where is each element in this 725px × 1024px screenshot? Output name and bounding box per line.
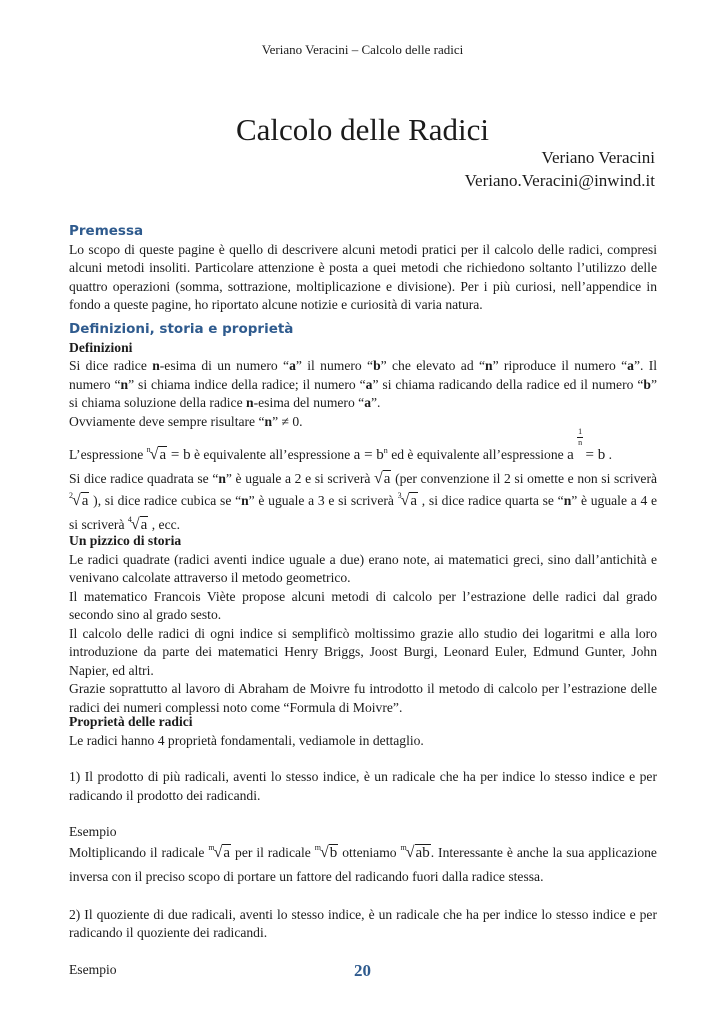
radical-sign: √ [149,446,159,463]
mth-root-b [315,842,339,866]
premessa-text: Lo scopo di queste pagine è quello di descrivere alcuni metodi pratici per il calcolo delle radici, compresi alcuni metodi insoliti. Particolare attenzione è posta a quei metodi che richiedono soltanto l’utilizzo delle quattro operazioni (somma, sottrazione, moltiplicazione e divisione). Per i più curiosi, nell’appendice in fondo a queste pagine, ho riportato alcune notizie e curiosità di varia natura. [69,241,657,312]
radicand: a [81,493,89,509]
proprieta-section [69,713,657,979]
text-run: . [605,447,613,462]
text-run: per il radicale [231,844,315,860]
root-index: 3 [397,491,402,500]
text-run: ed è equivalente all’espressione [391,447,568,462]
definizioni-section [69,320,657,538]
text-bold: n [120,376,129,392]
text-run: è equivalente all’espressione [193,447,354,462]
example-2-label: Esempio [69,961,117,977]
root-index: 2 [69,491,73,500]
text-run: ” si chiama indice della radice; il numero “ [128,376,366,392]
text-run: L’espressione [69,447,147,462]
radicand: a [410,493,418,509]
text-run: . Interessante è anche la sua applicazione inversa con il preciso scopo di portare un fattore del radicando fuori dalla radice stessa. [69,844,657,884]
text-bold: n [264,413,273,429]
radical-sign: √ [72,492,81,509]
text-run: Si dice radice quadrata se “ [69,471,219,486]
text-run: otteniamo [338,844,401,860]
running-header: Veriano Veracini – Calcolo delle radici [261,42,464,57]
text-bold: n [246,395,254,410]
root-types-paragraph [69,468,657,538]
nth-root-expression [147,444,167,468]
example-1-text [69,842,657,888]
text-bold: a [365,376,373,392]
text-bold: b [643,376,651,392]
property-2-text: 2) Il quoziente di due radicali, aventi lo stesso indice, è un radicale che ha per indice lo stesso indice e per radicando il quoziente dei radicandi. [69,906,657,940]
storia-text: Le radici quadrate (radici aventi indice uguale a due) erano note, ai matematici greci, sino dall’antichità e venivano calcolate attraverso il metodo geometrico. Il matematico Francois Viète propose alcuni metodi di calcolo per l’estrazione delle radici dal grado secondo sino al grado sesto. Il calcolo delle radici di ogni indice si semplificò moltissimo grazie allo studio dei logaritmi e alla loro introduzione da parte dei matematici Henry Briggs, Joost Burgi, Leonard Euler, Edmund Gunter, John Napier, ed altri. Grazie soprattutto al lavoro di Abraham de Moivre fu introdotto il metodo di calcolo per l’estrazione delle radici dei numeri complessi noto come “Formula di Moivre”. [69,551,657,715]
numerator: 1 [578,427,583,436]
root-index: n [146,445,151,454]
fraction-exponent [577,428,583,447]
power-expression [354,447,388,463]
text-run: ” si chiama soluzione della radice [69,376,657,410]
text-run: Si dice radice [69,358,153,373]
text-run: ), si dice radice cubica se “ [89,493,242,508]
storia-section [69,532,657,717]
text-run: ” riproduce il numero “ [492,358,628,373]
text-run: -esima del numero “ [253,395,365,410]
expression-line [69,427,657,468]
base: a [567,447,574,463]
text-run: ” si chiama radicando della radice ed il numero “ [372,376,644,392]
radical-sign: √ [320,843,329,861]
definizioni-paragraph [69,357,657,413]
definizioni-subheading: Definizioni [69,339,133,355]
cube-root [398,490,418,514]
text-run: , ecc. [148,517,181,532]
text-run: -esima di un numero “ [159,358,290,373]
equation-rhs: = b [581,447,606,463]
text-run: ” il numero “ [295,358,374,373]
text-bold: a [627,358,634,373]
radical-sign: √ [130,516,140,533]
text-bold: b [373,358,381,373]
text-run: ” che elevato ad “ [380,358,485,373]
page-number: 20 [354,961,371,980]
text-bold: n [485,358,493,373]
denominator: n [578,438,583,447]
radical-sign: √ [374,470,383,487]
text-run: , si dice radice quarta se “ [418,493,564,508]
text-run: Ovviamente deve sempre risultare “ [69,413,265,429]
text-bold: n [563,493,572,508]
text-run: ”. [371,395,381,410]
condition-line [69,413,657,432]
equation-rhs: = b [167,447,191,463]
radical-sign: √ [400,492,410,509]
premessa-section [69,222,657,315]
definizioni-heading: Definizioni, storia e proprietà [69,321,294,337]
document-title: Calcolo delle Radici [235,112,490,147]
text-bold: n [218,471,226,486]
root-index: 4 [127,515,132,524]
text-run: ” è uguale a 2 e si scriverà [225,471,375,486]
author-email: Veriano.Veracini@inwind.it [464,171,655,190]
text-bold: a [289,358,296,373]
proprieta-intro: Le radici hanno 4 proprietà fondamentali, vediamole in dettaglio. [69,732,424,748]
root-index: m [314,842,321,852]
equation: a = b [353,447,384,463]
premessa-heading: Premessa [69,223,144,239]
text-run: ” è uguale a 3 e si scriverà [248,493,398,508]
root-index: m [208,842,215,852]
text-run: Moltiplicando il radicale [69,844,209,860]
radical-sign: √ [405,843,415,861]
property-1-text: 1) Il prodotto di più radicali, aventi lo stesso indice, è un radicale che ha per indice lo stesso indice e per radicando il prodotto dei radicandi. [69,769,657,803]
storia-heading: Un pizzico di storia [69,533,182,548]
radicand: a [140,517,148,533]
fractional-exponent-expression [567,427,606,466]
example-1-label: Esempio [69,824,117,839]
radical-sign: √ [213,843,223,861]
mth-root-a [208,842,231,866]
radicand: a [223,844,231,861]
root-index: m [400,842,407,852]
radicand: b [329,844,338,861]
radicand: a [383,471,391,487]
text-bold: n [241,493,249,508]
radicand: a [159,447,167,463]
text-bold: a [364,395,371,410]
text-run: ” ≠ 0. [272,413,303,429]
square-root [374,468,391,490]
text-run: (per convenzione il 2 si omette e non si scriverà [391,471,657,486]
text-bold: n [152,358,160,373]
text-run: ” è uguale a 4 e si scriverà [69,493,657,532]
radicand: ab [415,844,430,861]
author-name: Veriano Veracini [541,148,655,167]
mth-root-ab [401,842,431,866]
square-root-indexed [69,490,89,514]
text-run: ”. Il numero “ [69,358,658,392]
proprieta-heading: Proprietà delle radici [69,714,193,729]
exponent: n [383,446,388,455]
